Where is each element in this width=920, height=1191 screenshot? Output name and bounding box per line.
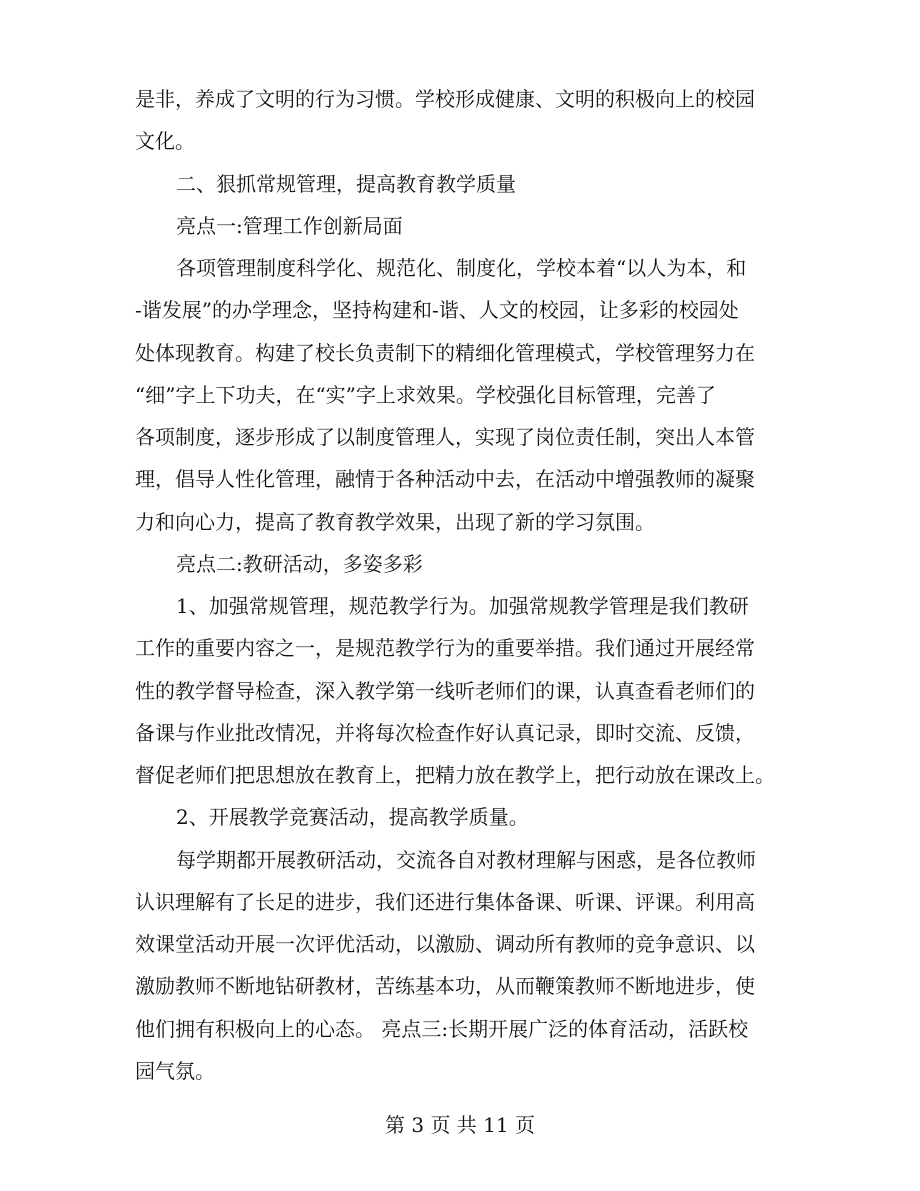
text-line: 激励教师不断地钻研教材，苦练基本功，从而鞭策教师不断地进步，使: [135, 974, 755, 998]
text-line: 他们拥有积极向上的心态。 亮点三:长期开展广泛的体育活动，活跃校: [135, 1017, 749, 1041]
text-line: 效课堂活动开展一次评优活动，以激励、调动所有教师的竞争意识、以: [135, 932, 755, 956]
text-line: 是非，养成了文明的行为习惯。学校形成健康、文明的积极向上的校园: [135, 87, 755, 111]
text-line: “细”字上下功夫，在“实”字上求效果。学校强化目标管理，完善了: [135, 383, 716, 407]
text-line: 1、加强常规管理，规范教学行为。加强常规教学管理是我们教研: [176, 594, 749, 618]
text-line: 各项管理制度科学化、规范化、制度化，学校本着“以人为本，和: [176, 256, 747, 280]
subsection-heading: 2、开展教学竞赛活动，提高教学质量。: [176, 805, 529, 829]
text-line: 督促老师们把思想放在教育上，把精力放在教学上，把行动放在课改上。: [135, 763, 775, 787]
section-heading: 二、狠抓常规管理，提高教育教学质量: [176, 172, 516, 196]
text-line: 各项制度，逐步形成了以制度管理人，实现了岗位责任制，突出人本管: [135, 425, 755, 449]
text-line: 处体现教育。构建了校长负责制下的精细化管理模式，学校管理努力在: [135, 341, 755, 365]
text-line: 力和向心力，提高了教育教学效果，出现了新的学习氛围。: [135, 510, 655, 534]
page-number-footer: 第 3 页 共 11 页: [385, 1113, 535, 1137]
text-line: -谐发展”的办学理念，坚持构建和-谐、人文的校园，让多彩的校园处: [135, 298, 739, 322]
text-line: 园气氛。: [135, 1059, 215, 1083]
text-line: 每学期都开展教研活动，交流各自对教材理解与困惑，是各位教师: [176, 848, 756, 872]
text-line: 工作的重要内容之一，是规范教学行为的重要举措。我们通过开展经常: [135, 636, 755, 660]
subsection-heading: 亮点一:管理工作创新局面: [176, 214, 403, 238]
text-line: 认识理解有了长足的进步，我们还进行集体备课、听课、评课。利用高: [135, 890, 755, 914]
text-line: 性的教学督导检查，深入教学第一线听老师们的课，认真查看老师们的: [135, 679, 755, 703]
text-line: 备课与作业批改情况，并将每次检查作好认真记录，即时交流、反馈，: [135, 721, 755, 745]
text-line: 文化。: [135, 129, 195, 153]
text-line: 理，倡导人性化管理，融情于各种活动中去，在活动中增强教师的凝聚: [135, 467, 755, 491]
subsection-heading: 亮点二:教研活动，多姿多彩: [176, 552, 423, 576]
